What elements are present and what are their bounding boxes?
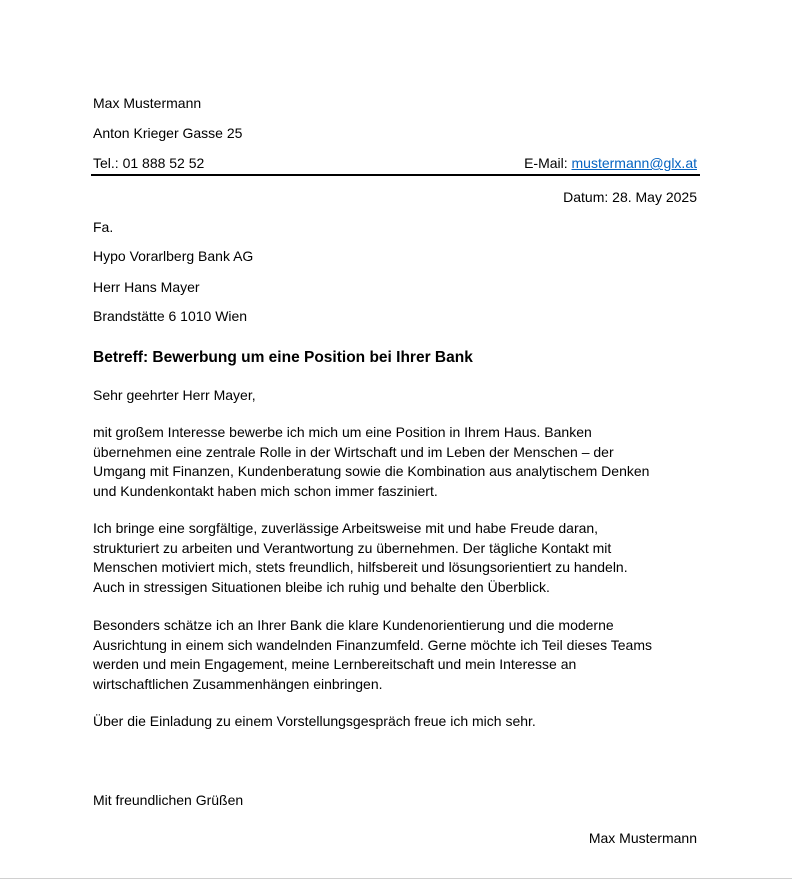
email-label: E-Mail: [524,155,572,171]
paragraph-line: und Kundenkontakt haben mich schon immer fasziniert. [93,482,438,499]
paragraph-line: Ich bringe eine sorgfältige, zuverlässige Arbeitsweise mit und habe Freude daran, [93,520,599,536]
email-link[interactable]: mustermann@glx.at [571,155,697,171]
paragraph-line: Auch in stressigen Situationen bleibe ich ruhig und behalte den Überblick. [93,578,550,595]
paragraph-line: mit großem Interesse bewerbe ich mich um eine Position in Ihrem Haus. Banken [93,424,592,440]
paragraph-line: Besonders schätze ich an Ihrer Bank die klare Kundenorientierung und die moderne [93,617,614,633]
recipient-company: Hypo Vorarlberg Bank AG [93,248,254,264]
paragraph-1 [93,423,693,501]
signature: Max Mustermann [588,830,697,846]
header-divider [91,174,700,176]
paragraph-2 [93,519,693,597]
recipient-contact: Herr Hans Mayer [93,279,200,295]
paragraph-line: übernehmen eine zentrale Rolle in der Wirtschaft und im Leben der Menschen – der [93,443,614,460]
sender-email-block [524,153,697,173]
paragraph-line: strukturiert zu arbeiten und Verantwortung zu übernehmen. Der tägliche Kontakt mit [93,539,612,556]
paragraph-line: wirtschaftlichen Zusammenhängen einbringen. [93,675,383,692]
sender-phone: Tel.: 01 888 52 52 [93,155,205,171]
letter-subject: Betreff: Bewerbung um eine Position bei Ihrer Bank [93,349,473,366]
paragraph-line: werden und mein Engagement, meine Lernbereitschaft und mein Interesse an [93,656,577,672]
recipient-prefix: Fa. [93,219,114,235]
paragraph-3 [93,616,693,694]
paragraph-line: Umgang mit Finanzen, Kundenberatung sowie die Kombination aus analytischem Denken [93,463,650,479]
recipient-address: Brandstätte 6 1010 Wien [93,308,248,324]
letter-date: Datum: 28. May 2025 [563,189,697,205]
sender-street: Anton Krieger Gasse 25 [93,125,243,141]
sender-name: Max Mustermann [93,95,202,111]
paragraph-line: Menschen motiviert mich, stets freundlich, hilfsbereit und lösungsorientiert zu handeln. [93,559,628,575]
paragraph-4 [93,712,693,732]
salutation: Sehr geehrter Herr Mayer, [93,387,256,403]
closing: Mit freundlichen Grüßen [93,792,244,808]
paragraph-line: Ausrichtung in einem sich wandelnden Finanzumfeld. Gerne möchte ich Teil dieses Teams [93,636,653,653]
paragraph-line: Über die Einladung zu einem Vorstellungsgespräch freue ich mich sehr. [93,713,536,729]
